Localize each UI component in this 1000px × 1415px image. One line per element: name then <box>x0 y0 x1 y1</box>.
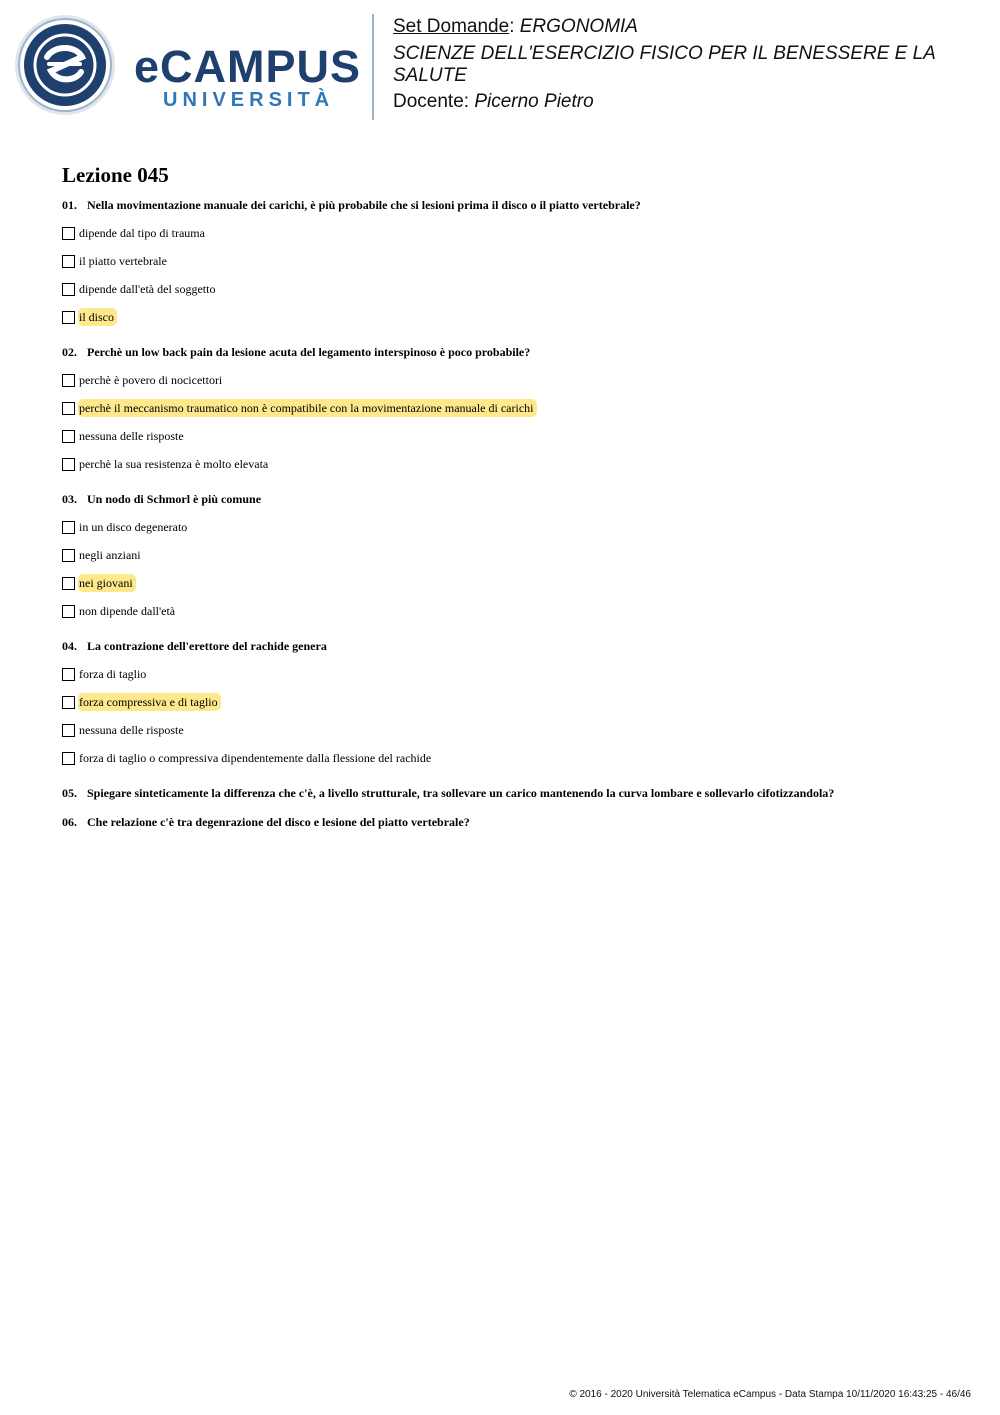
question-block <box>62 785 962 801</box>
answer-option[interactable] <box>62 744 962 772</box>
checkbox-icon[interactable] <box>62 668 75 681</box>
question-text <box>62 344 962 360</box>
checkbox-icon[interactable] <box>62 458 75 471</box>
docente-name: Picerno Pietro <box>474 91 594 112</box>
set-domande-value: ERGONOMIA <box>519 16 638 37</box>
page-footer: © 2016 - 2020 Università Telematica eCampus - Data Stampa 10/11/2020 16:43:25 - 46/46 <box>569 1389 971 1400</box>
question-list <box>62 197 962 830</box>
questions-content <box>62 163 962 843</box>
question-text <box>62 197 962 213</box>
question-number: 06. <box>62 815 77 829</box>
question-label: Un nodo di Schmorl è più comune <box>87 492 262 506</box>
question-block <box>62 197 962 331</box>
checkbox-icon[interactable] <box>62 311 75 324</box>
answer-option[interactable] <box>62 394 962 422</box>
question-number: 02. <box>62 345 77 359</box>
question-number: 01. <box>62 198 77 212</box>
course-title: SCIENZE DELL'ESERCIZIO FISICO PER IL BENESSERE E LA SALUTE <box>393 43 936 86</box>
question-text <box>62 638 962 654</box>
answer-option[interactable] <box>62 303 962 331</box>
answer-option-label: dipende dall'età del soggetto <box>79 282 216 296</box>
checkbox-icon[interactable] <box>62 605 75 618</box>
checkbox-icon[interactable] <box>62 696 75 709</box>
question-label: La contrazione dell'erettore del rachide genera <box>87 639 327 653</box>
set-domande-label: Set Domande <box>393 16 510 37</box>
question-label: Che relazione c'è tra degenrazione del disco e lesione del piatto vertebrale? <box>87 815 470 829</box>
answer-option[interactable] <box>62 660 962 688</box>
logo-subtext: UNIVERSITÀ <box>163 89 335 111</box>
checkbox-icon[interactable] <box>62 577 75 590</box>
answer-option[interactable] <box>62 247 962 275</box>
checkbox-icon[interactable] <box>62 402 75 415</box>
checkbox-icon[interactable] <box>62 752 75 765</box>
checkbox-icon[interactable] <box>62 227 75 240</box>
answer-option[interactable] <box>62 688 962 716</box>
answer-option[interactable] <box>62 366 962 394</box>
answer-option-label-highlighted: il disco <box>78 308 117 326</box>
answer-option-label-highlighted: forza compressiva e di taglio <box>78 693 221 711</box>
answer-option-label: perchè la sua resistenza è molto elevata <box>79 457 269 471</box>
checkbox-icon[interactable] <box>62 255 75 268</box>
question-block <box>62 344 962 478</box>
answer-option-label: forza di taglio o compressiva dipendentemente dalla flessione del rachide <box>79 751 432 765</box>
question-text <box>62 785 962 801</box>
set-domande-separator: : <box>509 16 515 37</box>
question-number: 05. <box>62 786 77 800</box>
answer-option[interactable] <box>62 513 962 541</box>
question-text <box>62 491 962 507</box>
answer-option[interactable] <box>62 541 962 569</box>
checkbox-icon[interactable] <box>62 430 75 443</box>
answer-option-label: nessuna delle risposte <box>79 429 184 443</box>
question-block <box>62 814 962 830</box>
answer-option[interactable] <box>62 275 962 303</box>
question-label: Spiegare sinteticamente la differenza che c'è, a livello strutturale, tra sollevare un carico mantenendo la curva lombare e sollevarlo cifotizzandola? <box>87 786 835 800</box>
set-domande-line <box>393 16 638 38</box>
docente-line <box>393 91 594 113</box>
answer-option[interactable] <box>62 716 962 744</box>
answer-option-label: forza di taglio <box>79 667 147 681</box>
checkbox-icon[interactable] <box>62 521 75 534</box>
checkbox-icon[interactable] <box>62 724 75 737</box>
answer-option-label: perchè è povero di nocicettori <box>79 373 223 387</box>
answer-option-label: nessuna delle risposte <box>79 723 184 737</box>
answer-option[interactable] <box>62 422 962 450</box>
header-divider <box>372 14 374 120</box>
ecampus-logo <box>14 14 362 118</box>
answer-option-label: in un disco degenerato <box>79 520 188 534</box>
question-block <box>62 491 962 625</box>
question-text <box>62 814 962 830</box>
logo-wordmark: eCAMPUS <box>134 41 362 92</box>
checkbox-icon[interactable] <box>62 283 75 296</box>
question-number: 03. <box>62 492 77 506</box>
answer-option-label: il piatto vertebrale <box>79 254 167 268</box>
answer-option-label: negli anziani <box>79 548 141 562</box>
question-label: Perchè un low back pain da lesione acuta del legamento interspinoso è poco probabile? <box>87 345 531 359</box>
question-number: 04. <box>62 639 77 653</box>
ecampus-seal-icon <box>14 14 116 116</box>
answer-option[interactable] <box>62 597 962 625</box>
lesson-title: Lezione 045 <box>62 163 169 187</box>
question-label: Nella movimentazione manuale dei carichi, è più probabile che si lesioni prima il disco o il piatto vertebrale? <box>87 198 641 212</box>
answer-option[interactable] <box>62 219 962 247</box>
question-block <box>62 638 962 772</box>
answer-option-label: dipende dal tipo di trauma <box>79 226 205 240</box>
checkbox-icon[interactable] <box>62 374 75 387</box>
answer-option-label-highlighted: perchè il meccanismo traumatico non è compatibile con la movimentazione manuale di carichi <box>78 399 537 417</box>
answer-option[interactable] <box>62 450 962 478</box>
docente-label: Docente: <box>393 91 470 112</box>
checkbox-icon[interactable] <box>62 549 75 562</box>
answer-option[interactable] <box>62 569 962 597</box>
answer-option-label-highlighted: nei giovani <box>78 574 136 592</box>
answer-option-label: non dipende dall'età <box>79 604 176 618</box>
